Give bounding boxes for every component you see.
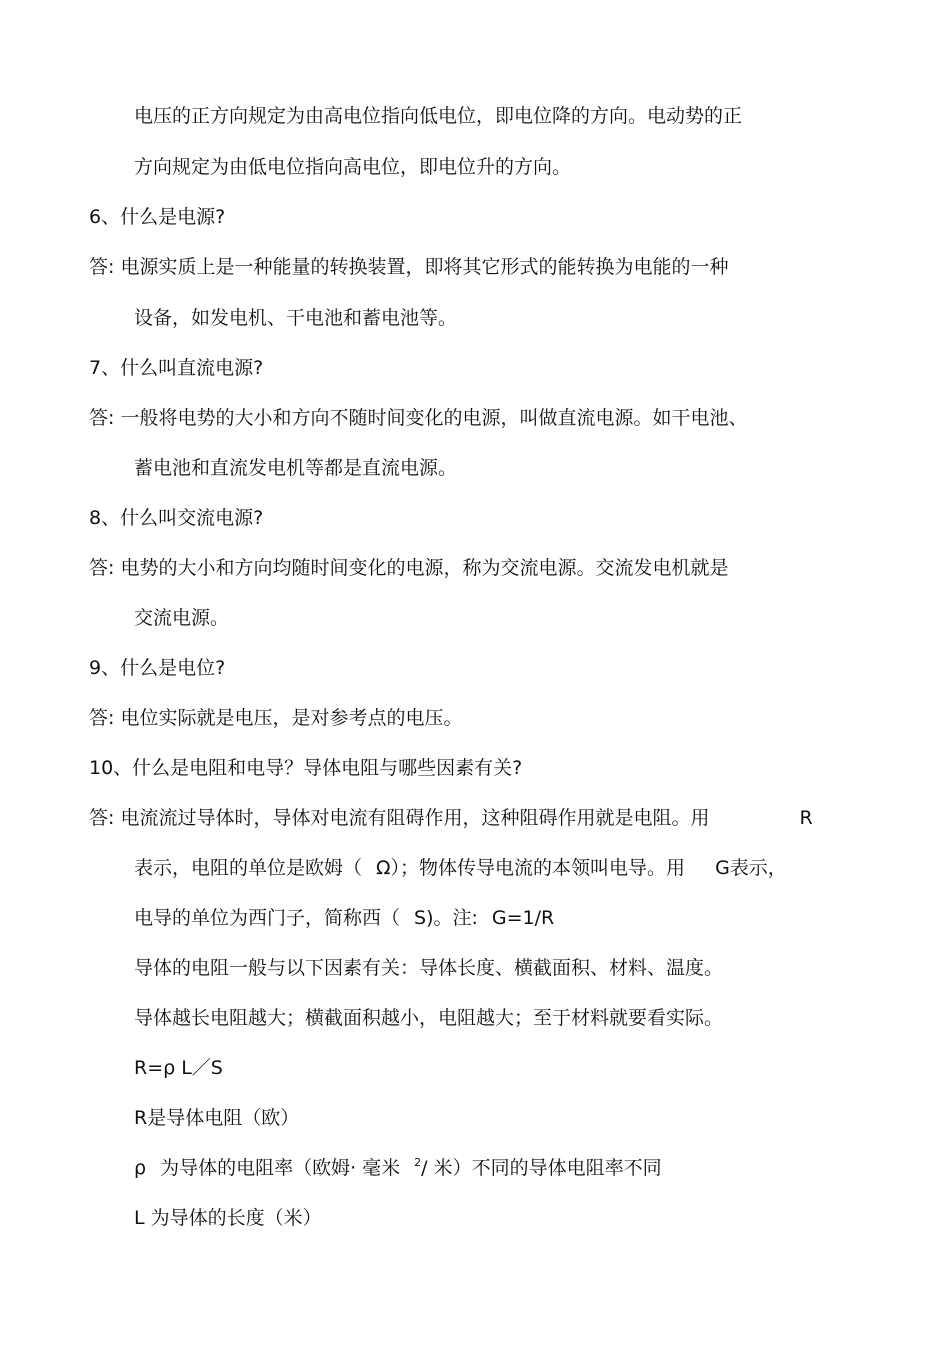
answer-10-text-3a: 电导的单位为西门子，简称西（ bbox=[134, 907, 401, 929]
answer-9-text-1: 电位实际就是电压，是对参考点的电压。 bbox=[120, 707, 463, 729]
answer-10-line-1 bbox=[89, 806, 813, 830]
definition-rho-text-2: / 米）不同的导体电阻率不同 bbox=[421, 1157, 662, 1179]
answer-prefix: 答: bbox=[89, 256, 115, 278]
answer-6-line-2: 设备，如发电机、干电池和蓄电池等。 bbox=[134, 307, 458, 329]
answer-9-line-1 bbox=[89, 706, 462, 730]
definition-l: L 为导体的长度（米） bbox=[134, 1207, 322, 1229]
resistance-symbol: R bbox=[799, 807, 813, 829]
answer-10-line-5: 导体越长电阻越大；横截面积越小，电阻越大；至于材料就要看实际。 bbox=[134, 1007, 724, 1029]
conductance-formula: G=1/R bbox=[491, 907, 555, 929]
definition-rho-unit: 毫米 bbox=[362, 1157, 401, 1179]
siemens-symbol: S)。注: bbox=[414, 907, 478, 929]
intro-line-1: 电压的正方向规定为由高电位指向低电位，即电位降的方向。电动势的正 bbox=[134, 105, 743, 127]
answer-8-line-2: 交流电源。 bbox=[134, 607, 230, 629]
answer-10-line-3 bbox=[134, 906, 554, 930]
answer-7-text-1: 一般将电势的大小和方向不随时间变化的电源，叫做直流电源。如干电池、 bbox=[120, 407, 748, 429]
answer-prefix: 答: bbox=[89, 707, 115, 729]
definition-r: R是导体电阻（欧） bbox=[134, 1107, 300, 1129]
answer-6-line-1 bbox=[89, 255, 728, 279]
conductance-symbol: G表示， bbox=[715, 857, 787, 879]
answer-prefix: 答: bbox=[89, 807, 115, 829]
answer-prefix: 答: bbox=[89, 407, 115, 429]
answer-prefix: 答: bbox=[89, 557, 115, 579]
unit-exponent: 2 bbox=[414, 1156, 422, 1169]
question-7: 7、什么叫直流电源? bbox=[89, 357, 264, 379]
answer-8-text-1: 电势的大小和方向均随时间变化的电源，称为交流电源。交流发电机就是 bbox=[120, 557, 729, 579]
question-8: 8、什么叫交流电源? bbox=[89, 507, 264, 529]
question-10: 10、什么是电阻和电导？导体电阻与哪些因素有关? bbox=[89, 757, 523, 779]
resistance-formula: R=ρ L／S bbox=[134, 1057, 223, 1079]
rho-symbol: ρ bbox=[134, 1157, 147, 1179]
answer-8-line-1 bbox=[89, 556, 728, 580]
answer-10-text-2b: ）；物体传导电流的本领叫电导。用 bbox=[390, 857, 686, 879]
answer-10-text-2a: 表示，电阻的单位是欧姆（ bbox=[134, 857, 363, 879]
answer-6-text-1: 电源实质上是一种能量的转换装置，即将其它形式的能转换为电能的一种 bbox=[120, 256, 729, 278]
intro-line-2: 方向规定为由低电位指向高电位，即电位升的方向。 bbox=[134, 156, 572, 178]
answer-10-line-2 bbox=[134, 856, 787, 880]
definition-rho bbox=[134, 1156, 662, 1183]
answer-10-text-1: 电流流过导体时，导体对电流有阻碍作用，这种阻碍作用就是电阻。用 bbox=[120, 807, 710, 829]
question-6: 6、什么是电源? bbox=[89, 206, 226, 228]
ohm-symbol: Ω bbox=[376, 857, 391, 879]
answer-7-line-1 bbox=[89, 406, 747, 430]
answer-7-line-2: 蓄电池和直流发电机等都是直流电源。 bbox=[134, 457, 458, 479]
answer-10-line-4: 导体的电阻一般与以下因素有关：导体长度、横截面积、材料、温度。 bbox=[134, 957, 724, 979]
definition-rho-text-1: 为导体的电阻率（欧姆· bbox=[160, 1157, 357, 1179]
question-9: 9、什么是电位? bbox=[89, 657, 226, 679]
